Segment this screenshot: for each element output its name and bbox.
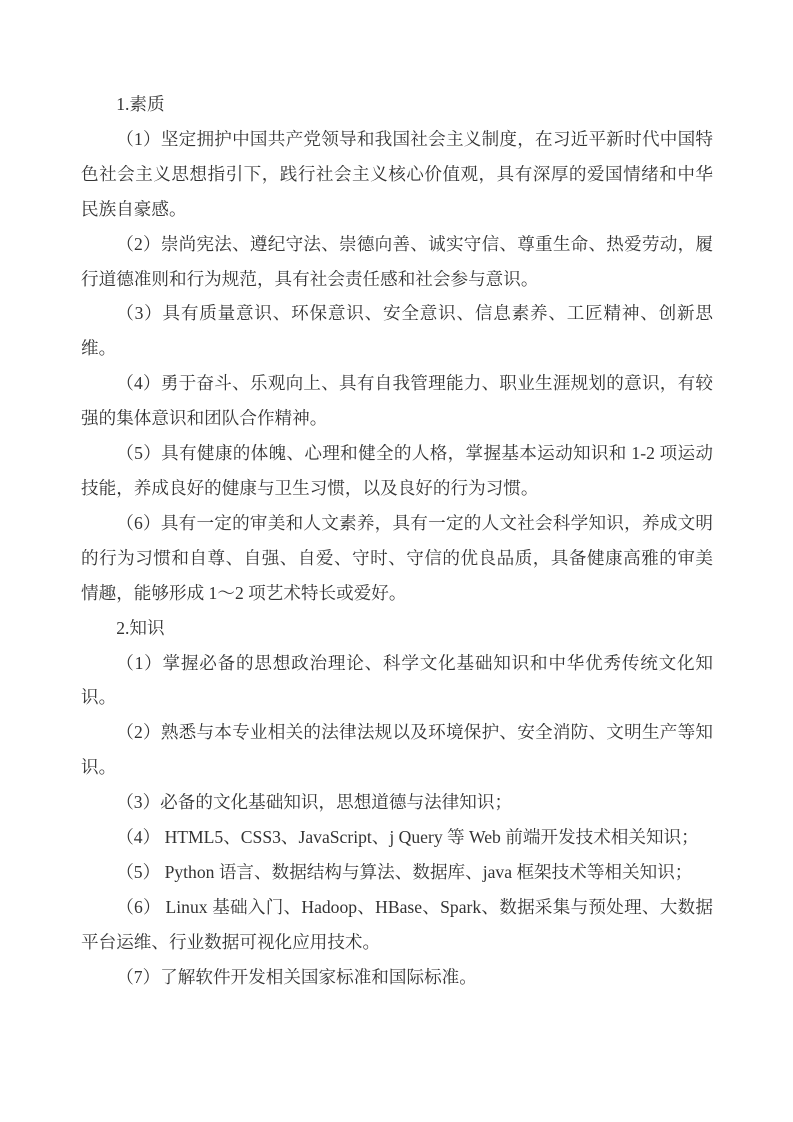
section-2-item-5: （5） Python 语言、数据结构与算法、数据库、java 框架技术等相关知识； [116,861,693,882]
section-1-heading: 1.素质 [116,94,165,114]
section-1-item-3: （3）具有质量意识、环保意识、安全意识、信息素养、工匠精神、创新思维。 [81,303,713,359]
section-2-item-6: （6） Linux 基础入门、Hadoop、HBase、Spark、数据采集与预处理、大数据平台运维、行业数据可视化应用技术。 [81,896,713,952]
section-2-item-4: （4） HTML5、CSS3、JavaScript、j Query 等 Web 前端开发技术相关知识； [116,827,699,848]
section-2-heading: 2.知识 [116,617,165,638]
section-2-item-7: （7）了解软件开发相关国家标准和国际标准。 [116,966,477,987]
section-2-item-1: （1）掌握必备的思想政治理论、科学文化基础知识和中华优秀传统文化知识。 [81,652,713,708]
section-2-item-2: （2）熟悉与本专业相关的法律法规以及环境保护、安全消防、文明生产等知识。 [81,722,713,778]
section-1-item-6: （6）具有一定的审美和人文素养，具有一定的人文社会科学知识，养成文明的行为习惯和自尊、自强、自爱、守时、守信的优良品质，具备健康高雅的审美情趣，能够形成 1～2 项艺术特长或爱好。 [81,512,713,603]
document-content [81,87,713,995]
section-1-item-1: （1）坚定拥护中国共产党领导和我国社会主义制度，在习近平新时代中国特色社会主义思想指引下，践行社会主义核心价值观，具有深厚的爱国情绪和中华民族自豪感。 [81,128,713,219]
section-1-item-5: （5）具有健康的体魄、心理和健全的人格，掌握基本运动知识和 1-2 项运动技能，养成良好的健康与卫生习惯，以及良好的行为习惯。 [81,443,713,498]
section-2-item-3: （3）必备的文化基础知识，思想道德与法律知识； [116,792,513,813]
section-1-item-2: （2）崇尚宪法、遵纪守法、崇德向善、诚实守信、尊重生命、热爱劳动，履行道德准则和行为规范，具有社会责任感和社会参与意识。 [81,233,713,289]
section-1-item-4: （4）勇于奋斗、乐观向上、具有自我管理能力、职业生涯规划的意识，有较强的集体意识和团队合作精神。 [81,373,713,429]
